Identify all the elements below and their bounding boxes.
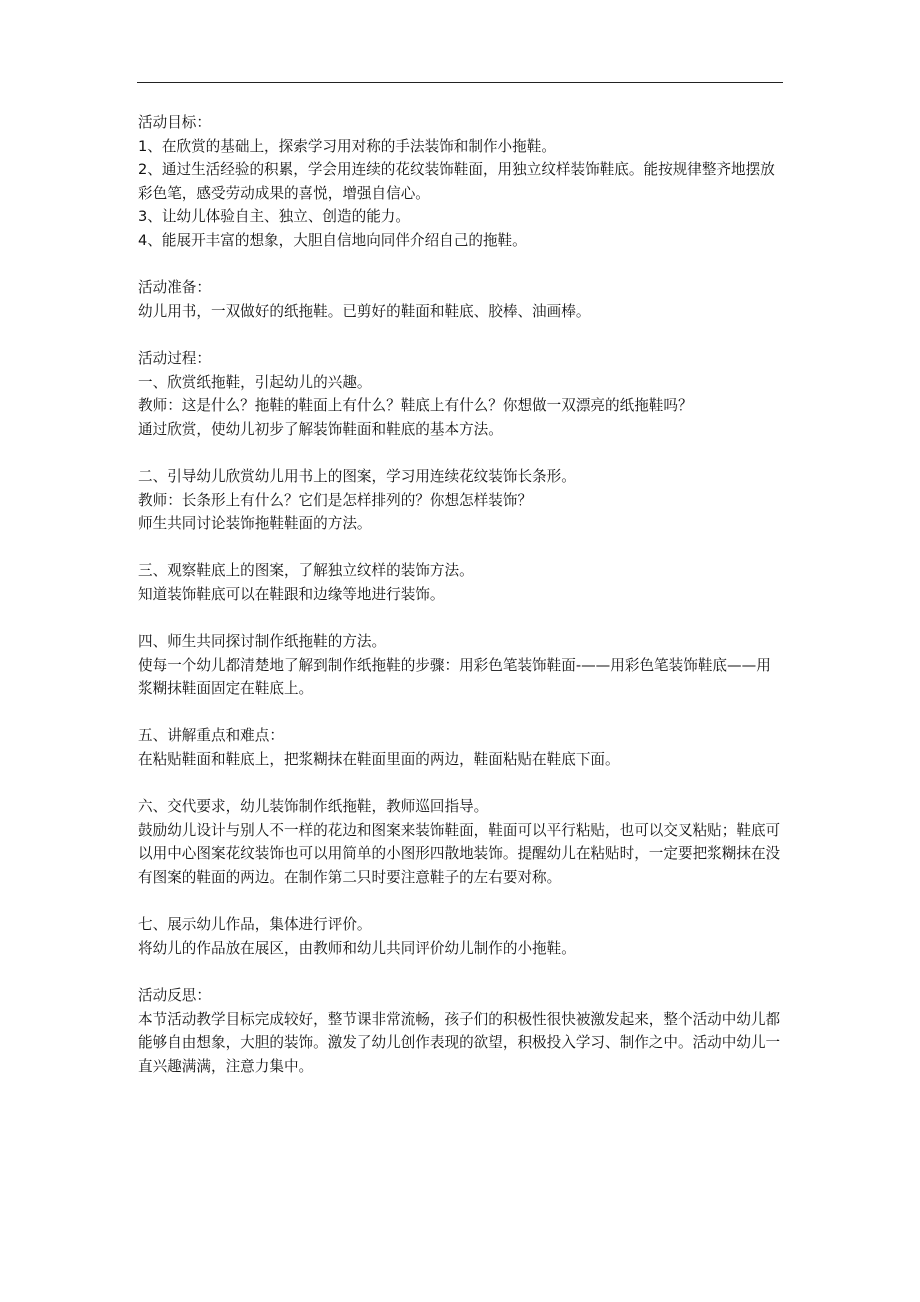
step-heading: 七、展示幼儿作品，集体进行评价。 [138, 916, 372, 934]
paragraph: 本节活动教学目标完成较好，整节课非常流畅，孩子们的积极性很快被激发起来，整个活动中幼儿都能够自由想象，大胆的装饰。激发了幼儿创作表现的欲望，积极投入学习、制作之中。活动中幼儿一直兴趣满满，注意力集中。 [138, 1010, 781, 1075]
paragraph: 4、能展开丰富的想象，大胆自信地向同伴介绍自己的拖鞋。 [138, 231, 527, 249]
paragraph: 使每一个幼儿都清楚地了解到制作纸拖鞋的步骤：用彩色笔装饰鞋面-——用彩色笔装饰鞋底——用浆糊抹鞋面固定在鞋底上。 [138, 656, 771, 698]
section-preparation [138, 276, 784, 323]
paragraph: 师生共同讨论装饰拖鞋鞋面的方法。 [138, 515, 372, 533]
paragraph: 教师：长条形上有什么？它们是怎样排列的？你想怎样装饰？ [138, 491, 533, 509]
paragraph: 将幼儿的作品放在展区，由教师和幼儿共同评价幼儿制作的小拖鞋。 [138, 939, 576, 957]
paragraph: 通过欣赏，使幼儿初步了解装饰鞋面和鞋底的基本方法。 [138, 420, 503, 438]
paragraph: 3、让幼儿体验自主、独立、创造的能力。 [138, 208, 410, 226]
section-process-step-2 [138, 465, 784, 536]
section-heading: 活动过程： [138, 349, 211, 367]
step-heading: 二、引导幼儿欣赏幼儿用书上的图案，学习用连续花纹装饰长条形。 [138, 467, 576, 485]
section-heading: 活动准备： [138, 279, 211, 297]
section-process-step-5 [138, 724, 784, 771]
section-process-step-7 [138, 913, 784, 960]
paragraph: 幼儿用书，一双做好的纸拖鞋。已剪好的鞋面和鞋底、胶棒、油画棒。 [138, 302, 591, 320]
paragraph: 2、通过生活经验的积累，学会用连续的花纹装饰鞋面，用独立纹样装饰鞋底。能按规律整齐地摆放彩色笔，感受劳动成果的喜悦，增强自信心。 [138, 161, 775, 202]
step-heading: 四、师生共同探讨制作纸拖鞋的方法。 [138, 633, 387, 651]
section-reflection [138, 984, 784, 1078]
paragraph: 教师：这是什么？拖鞋的鞋面上有什么？鞋底上有什么？你想做一双漂亮的纸拖鞋吗？ [138, 397, 693, 415]
paragraph: 鼓励幼儿设计与别人不一样的花边和图案来装饰鞋面，鞋面可以平行粘贴，也可以交叉粘贴；鞋底可以用中心图案花纹装饰也可以用简单的小图形四散地装饰。提醒幼儿在粘贴时，一定要把浆糊抹在没有图案的鞋面的两边。在制作第二只时要注意鞋子的左右要对称。 [138, 821, 781, 886]
document-body [138, 111, 784, 1102]
step-heading: 一、欣赏纸拖鞋，引起幼儿的兴趣。 [138, 373, 372, 391]
paragraph: 1、在欣赏的基础上，探索学习用对称的手法装饰和制作小拖鞋。 [138, 137, 556, 155]
section-process-step-1 [138, 347, 784, 441]
section-process-step-3 [138, 559, 784, 606]
paragraph: 知道装饰鞋底可以在鞋跟和边缘等地进行装饰。 [138, 585, 445, 603]
step-heading: 六、交代要求，幼儿装饰制作纸拖鞋，教师巡回指导。 [138, 798, 489, 816]
section-heading: 活动目标： [138, 114, 211, 131]
step-heading: 三、观察鞋底上的图案，了解独立纹样的装饰方法。 [138, 562, 474, 580]
paragraph: 在粘贴鞋面和鞋底上，把浆糊抹在鞋面里面的两边，鞋面粘贴在鞋底下面。 [138, 751, 620, 769]
section-process-step-4 [138, 630, 784, 701]
step-heading: 五、讲解重点和难点： [138, 727, 284, 745]
section-heading: 活动反思： [138, 986, 211, 1004]
header-rule [137, 82, 783, 83]
section-process-step-6 [138, 795, 784, 889]
section-goals [138, 111, 784, 253]
